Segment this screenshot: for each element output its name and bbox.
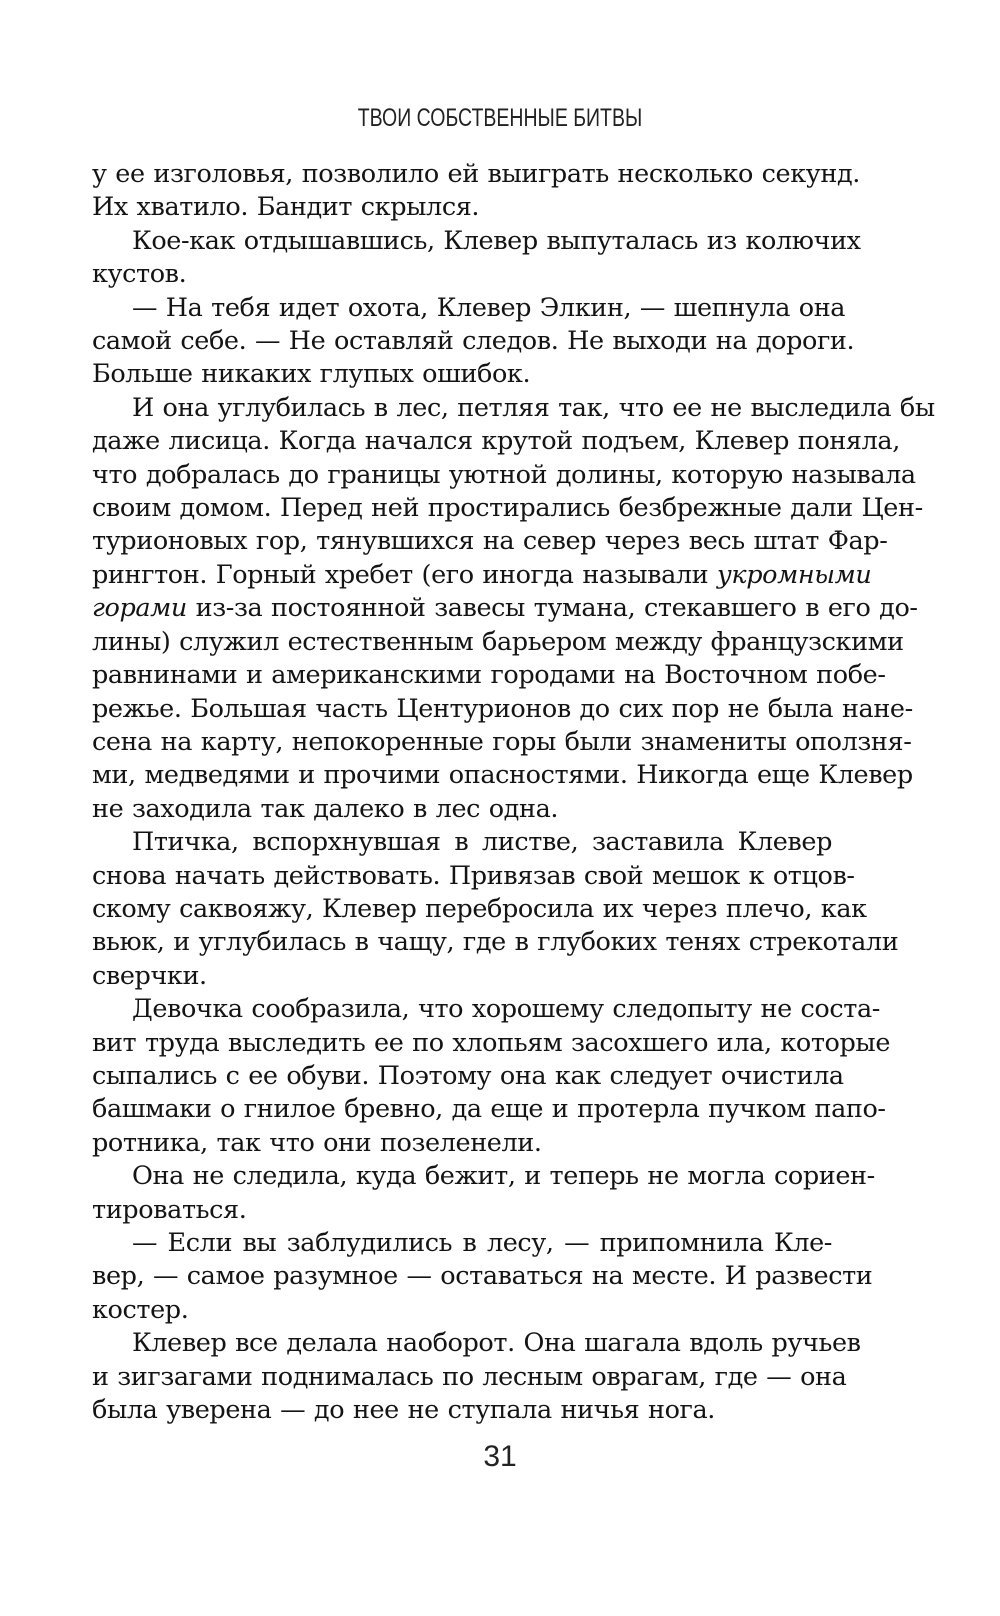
paragraph-7 [92,1160,875,1227]
paragraph-3 [92,292,855,392]
text-line: вит труда выследить ее по хлопьям засохшего ила, которые [92,1027,891,1058]
text-line: вьюк, и углубилась в чащу, где в глубоких тенях стрекотали [92,927,899,958]
text-run: из-за постоянной завесы тумана, стекавшего в его до- [186,593,918,624]
paragraph-9 [92,1327,861,1427]
text-line: Девочка сообразила, что хорошему следопыту не соста- [132,994,880,1025]
text-line: была уверена — до нее не ступала ничья нога. [92,1395,716,1426]
text-line: сена на карту, непокоренные горы были знамениты оползня- [92,726,912,757]
text-line: лины) служил естественным барьером между французскими [92,626,904,657]
text-line: сверчки. [92,960,207,991]
text-line: своим домом. Перед ней простирались безбрежные дали Цен- [92,493,923,524]
text-line: вер, — самое разумное — оставаться на месте. И развести [92,1261,873,1292]
text-line: не заходила так далеко в лес одна. [92,793,559,824]
text-line: равнинами и американскими городами на Восточном побе- [92,660,886,691]
paragraph-4 [92,392,935,826]
text-line: даже лисица. Когда начался крутой подъем, Клевер поняла, [92,426,900,457]
italic-text: горами [92,593,187,624]
paragraph-5 [92,826,899,993]
text-line: ми, медведями и прочими опасностями. Никогда еще Клевер [92,760,913,791]
text-line: ротника, так что они позеленели. [92,1127,542,1158]
text-line: И она углубилась в лес, петляя так, что ее не выследила бы [132,392,935,423]
text-run: рингтон. Горный хребет (его иногда называли [92,559,717,590]
text-line [92,592,918,625]
text-line: что добралась до границы уютной долины, которую называла [92,459,916,490]
text-line: и зигзагами поднималась по лесным оврагам, где — она [92,1361,847,1392]
text-line: кустов. [92,259,187,290]
text-line: костер. [92,1294,189,1325]
page-number: 31 [483,1440,517,1473]
text-line: самой себе. — Не оставляй следов. Не выходи на дороги. [92,326,855,357]
paragraph-6 [92,993,891,1160]
text-line: турионовых гор, тянувшихся на север через весь штат Фар- [92,526,888,557]
text-line: башмаки о гнилое бревно, да еще и протерла пучком папо- [92,1094,886,1125]
text-line: Клевер все делала наоборот. Она шагала вдоль ручьев [132,1328,861,1359]
text-line [92,559,872,592]
paragraph-8 [92,1227,873,1327]
running-title: ТВОИ СОБСТВЕННЫЕ БИТВЫ [357,104,643,132]
paragraph-2 [92,225,861,292]
text-line: скому саквояжу, Клевер перебросила их через плечо, как [92,893,867,924]
text-line: Их хватило. Бандит скрылся. [92,192,480,223]
text-line: Кое-как отдышавшись, Клевер выпуталась из колючих [132,225,861,256]
italic-text: укромными [716,559,872,590]
text-line: режье. Большая часть Центурионов до сих пор не была нане- [92,693,913,724]
text-line: Птичка, вспорхнувшая в листве, заставила Клевер [132,827,832,858]
text-line: сыпались с ее обуви. Поэтому она как следует очистила [92,1060,844,1091]
text-line: снова начать действовать. Привязав свой мешок к отцов- [92,860,855,891]
text-line: у ее изголовья, позволило ей выиграть несколько секунд. [92,159,860,189]
body-text [92,158,935,1427]
paragraph-1 [92,158,860,225]
text-line: тироваться. [92,1194,247,1225]
text-line: Больше никаких глупых ошибок. [92,359,531,390]
text-line: — На тебя идет охота, Клевер Элкин, — шепнула она [132,292,846,323]
text-line: — Если вы заблудились в лесу, — припомнила Кле- [132,1228,832,1258]
text-line: Она не следила, куда бежит, и теперь не могла сориен- [132,1161,875,1192]
